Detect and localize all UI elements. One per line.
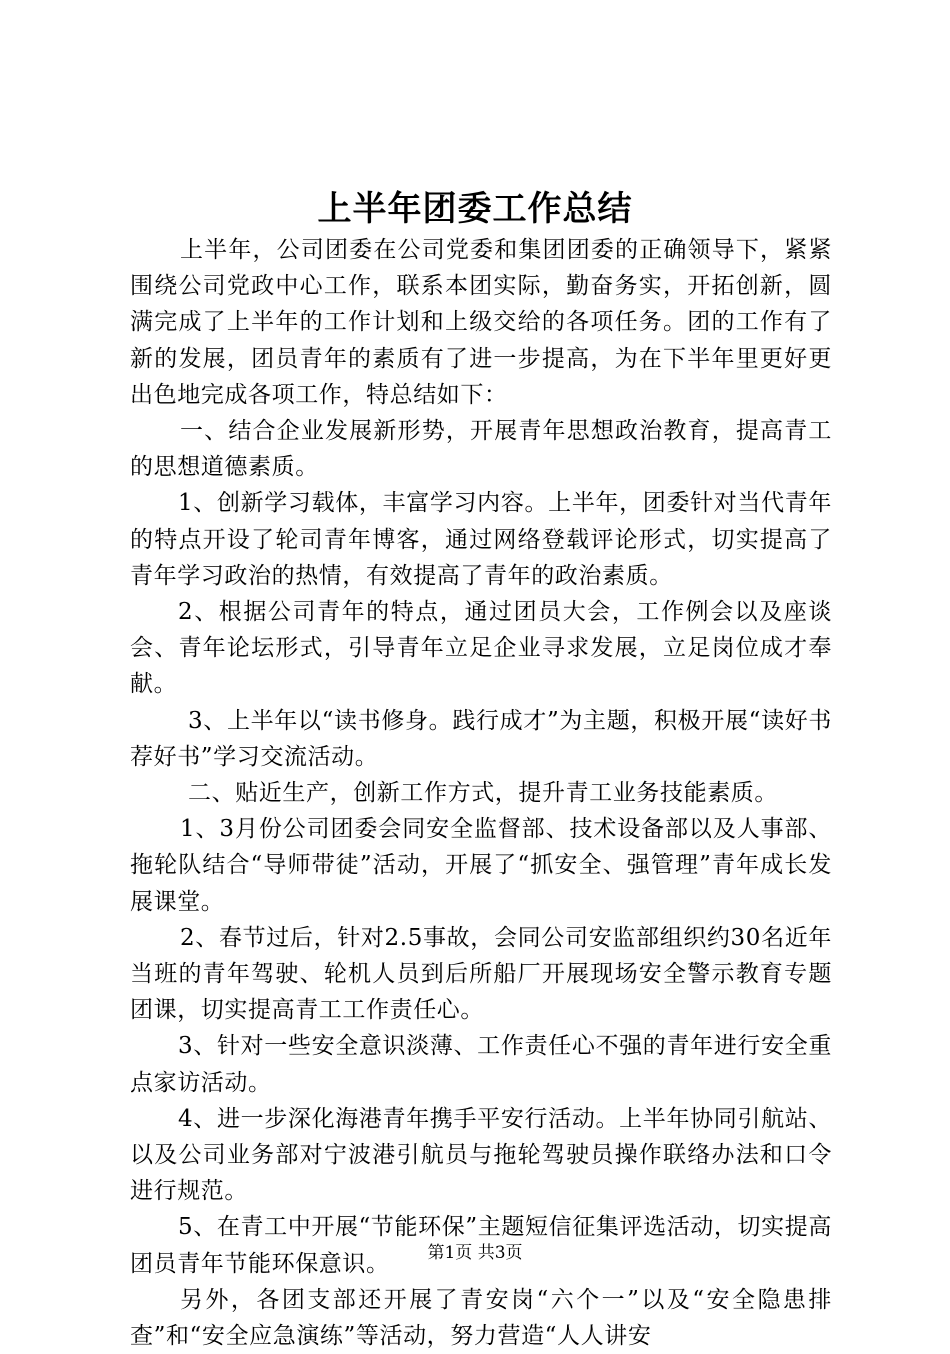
paragraph-item: 另外，各团支部还开展了青安岗“六个一”以及“安全隐患排查”和“安全应急演练”等活动，努力营造“人人讲安 <box>130 1286 832 1350</box>
paragraph-item: 2、春节过后，针对2.5事故，会同公司安监部组织约30名近年当班的青年驾驶、轮机人员到后所船厂开展现场安全警示教育专题团课，切实提高青工工作责任心。 <box>130 924 832 1024</box>
paragraph-item: 1、创新学习载体，丰富学习内容。上半年，团委针对当代青年的特点开设了轮司青年博客，通过网络登载评论形式，切实提高了青年学习政治的热情，有效提高了青年的政治素质。 <box>130 490 832 589</box>
paragraph-item: 1、3月份公司团委会同安全监督部、技术设备部以及人事部、拖轮队结合“导师带徒”活动，开展了“抓安全、强管理”青年成长发展课堂。 <box>130 816 832 915</box>
document-title: 上半年团委工作总结 <box>317 189 633 229</box>
paragraph-item: 4、进一步深化海港青年携手平安行活动。上半年协同引航站、以及公司业务部对宁波港引航员与拖轮驾驶员操作联络办法和口令进行规范。 <box>130 1105 832 1205</box>
paragraph-item: 3、针对一些安全意识淡薄、工作责任心不强的青年进行安全重点家访活动。 <box>130 1033 832 1096</box>
paragraph-intro: 上半年，公司团委在公司党委和集团团委的正确领导下，紧紧围绕公司党政中心工作，联系本团实际，勤奋务实，开拓创新，圆满完成了上半年的工作计划和上级交给的各项任务。团的工作有了新的发展，团员青年的素质有了进一步提高，为在下半年里更好更出色地完成各项工作，特总结如下： <box>130 237 832 408</box>
paragraph-item: 5、在青工中开展“节能环保”主题短信征集评选活动，切实提高团员青年节能环保意识。 <box>130 1214 832 1277</box>
paragraph-item: 2、根据公司青年的特点，通过团员大会，工作例会以及座谈会、青年论坛形式，引导青年立足企业寻求发展，立足岗位成才奉献。 <box>130 599 832 698</box>
document-body <box>130 232 832 1354</box>
section-heading-1: 一、结合企业发展新形势，开展青年思想政治教育，提高青工的思想道德素质。 <box>130 418 832 481</box>
page-number: 第1页 共3页 <box>427 1243 523 1263</box>
paragraph-item: 3、上半年以“读书修身。践行成才”为主题，积极开展“读好书荐好书”学习交流活动。 <box>130 707 832 770</box>
section-heading-2: 二、贴近生产，创新工作方式，提升青工业务技能素质。 <box>188 780 778 807</box>
